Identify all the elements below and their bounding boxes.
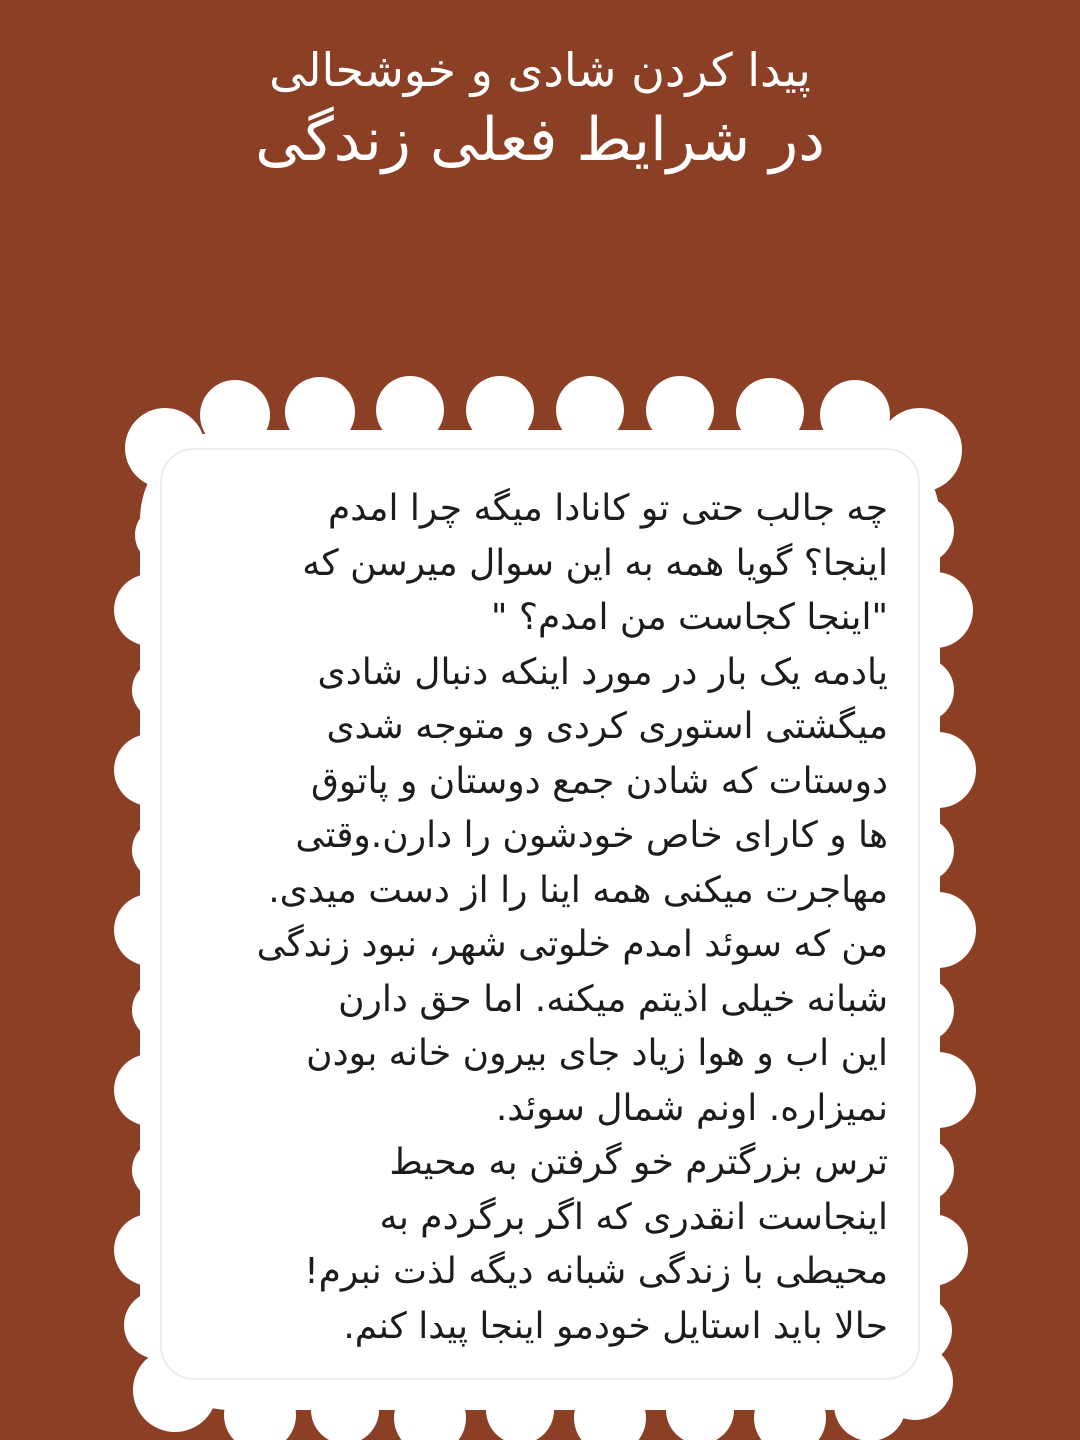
card-line: "اینجا کجاست من امدم؟ " (490, 597, 888, 638)
card-line: محیطی با زندگی شبانه دیگه لذت نبرم! (304, 1251, 888, 1292)
card-line: مهاجرت میکنی همه اینا را از دست میدی. (268, 869, 888, 911)
card-line: حالا باید استایل خودمو اینجا پیدا کنم. (343, 1305, 888, 1347)
message-card-text (190, 482, 888, 1354)
card-line: اینجاست انقدری که اگر برگردم به (379, 1196, 888, 1238)
card-line: من که سوئد امدم خلوتی شهر، نبود زندگی (256, 924, 888, 965)
card-line: چه جالب حتی تو کانادا میگه چرا امدم (328, 488, 888, 529)
title-line-1: پیدا کردن شادی و خوشحالی (269, 43, 811, 97)
card-line: دوستات که شادن جمع دوستان و پاتوق (310, 760, 888, 802)
card-line: نمیزاره. اونم شمال سوئد. (495, 1087, 888, 1129)
card-line: شبانه خیلی اذیتم میکنه. اما حق دارن (338, 978, 888, 1020)
title-line-2: در شرایط فعلی زندگی (255, 105, 825, 175)
card-line: یادمه یک بار در مورد اینکه دنبال شادی (317, 651, 888, 693)
card-line: ها و کارای خاص خودشون را دارن.وقتی (295, 815, 888, 856)
card-line: اینجا؟ گویا همه به این سوال میرسن که (302, 542, 888, 584)
card-line: میگشتی استوری کردی و متوجه شدی (326, 706, 888, 747)
card-line: این اب و هوا زیاد جای بیرون خانه بودن (306, 1033, 888, 1074)
card-line: ترس بزرگترم خو گرفتن به محیط (389, 1142, 888, 1183)
